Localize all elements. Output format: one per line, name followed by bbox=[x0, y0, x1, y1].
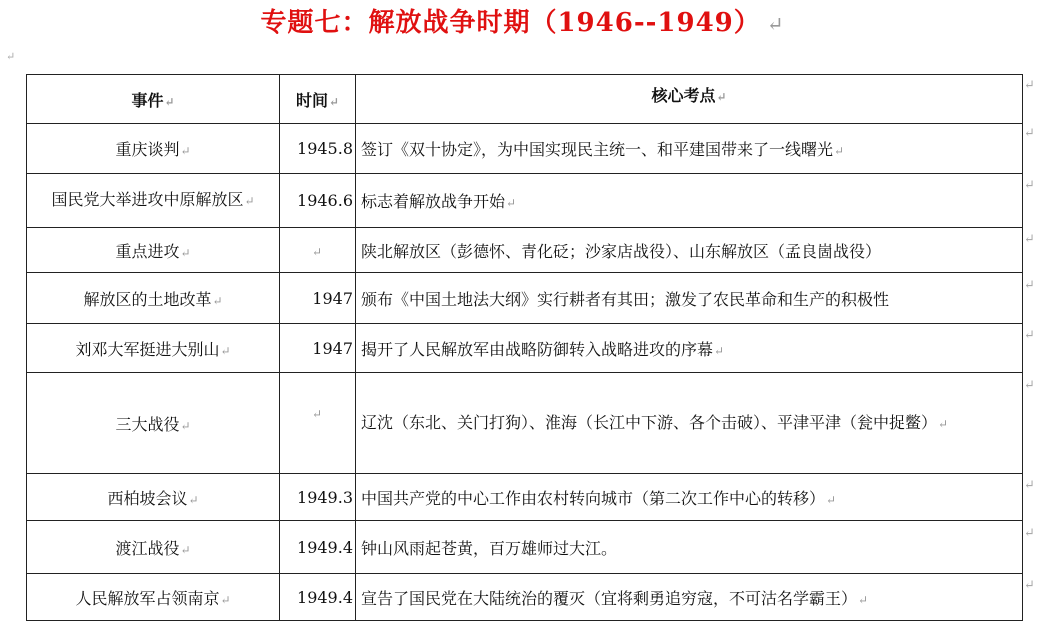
row-end-mark-icon: ↵ bbox=[1024, 78, 1035, 93]
table-row bbox=[27, 174, 1023, 228]
row-end-mark-icon: ↵ bbox=[1024, 232, 1035, 247]
paragraph-mark-icon: ↵ bbox=[6, 50, 16, 63]
row-end-mark-icon: ↵ bbox=[1024, 278, 1035, 293]
header-time: 时间↵ bbox=[280, 75, 356, 124]
point-cell: 钟山风雨起苍黄，百万雄师过大江。 bbox=[356, 521, 1023, 574]
row-end-mark-icon: ↵ bbox=[1024, 328, 1035, 343]
time-cell: 1947 bbox=[280, 273, 356, 324]
row-end-mark-icon: ↵ bbox=[1024, 126, 1035, 141]
header-event: 事件↵ bbox=[27, 75, 280, 124]
row-end-mark-icon: ↵ bbox=[1024, 378, 1035, 393]
event-cell: 刘邓大军挺进大别山↵ bbox=[27, 324, 280, 373]
point-cell: 颁布《中国土地法大纲》实行耕者有其田；激发了农民革命和生产的积极性 bbox=[356, 273, 1023, 324]
history-table bbox=[26, 74, 1023, 621]
time-cell: 1947 bbox=[280, 324, 356, 373]
table-row bbox=[27, 521, 1023, 574]
row-end-mark-icon: ↵ bbox=[1024, 578, 1035, 593]
time-cell: 1946.6 bbox=[280, 174, 356, 228]
table-row bbox=[27, 228, 1023, 273]
time-cell: 1949.3 bbox=[280, 474, 356, 521]
page-title: 专题七：解放战争时期（1946--1949） ↵ bbox=[260, 8, 785, 38]
event-cell: 西柏坡会议↵ bbox=[27, 474, 280, 521]
point-cell: 标志着解放战争开始↵ bbox=[356, 174, 1023, 228]
point-cell: 揭开了人民解放军由战略防御转入战略进攻的序幕↵ bbox=[356, 324, 1023, 373]
event-cell: 渡江战役↵ bbox=[27, 521, 280, 574]
point-cell: 辽沈（东北、关门打狗）、淮海（长江中下游、各个击破）、平津平津（瓮中捉鳖）↵ bbox=[356, 373, 1023, 474]
time-cell: ↵ bbox=[280, 228, 356, 273]
time-cell: 1949.4 bbox=[280, 521, 356, 574]
time-cell: ↵ bbox=[280, 373, 356, 474]
table-row bbox=[27, 273, 1023, 324]
time-cell: 1949.4 bbox=[280, 574, 356, 621]
header-point: 核心考点↵ bbox=[356, 75, 1023, 124]
event-cell: 重点进攻↵ bbox=[27, 228, 280, 273]
point-cell: 中国共产党的中心工作由农村转向城市（第二次工作中心的转移）↵ bbox=[356, 474, 1023, 521]
point-cell: 陕北解放区（彭德怀、青化砭；沙家店战役）、山东解放区（孟良崮战役） bbox=[356, 228, 1023, 273]
paragraph-mark-icon: ↵ bbox=[766, 12, 785, 36]
table-row bbox=[27, 574, 1023, 621]
event-cell: 三大战役↵ bbox=[27, 373, 280, 474]
table-row bbox=[27, 373, 1023, 474]
table-row bbox=[27, 124, 1023, 174]
row-end-mark-icon: ↵ bbox=[1024, 526, 1035, 541]
row-end-mark-icon: ↵ bbox=[1024, 478, 1035, 493]
point-cell: 宣告了国民党在大陆统治的覆灭（宜将剩勇追穷寇，不可沽名学霸王）↵ bbox=[356, 574, 1023, 621]
row-end-mark-icon: ↵ bbox=[1024, 178, 1035, 193]
event-cell: 重庆谈判↵ bbox=[27, 124, 280, 174]
event-cell: 解放区的土地改革↵ bbox=[27, 273, 280, 324]
event-cell: 国民党大举进攻中原解放区↵ bbox=[27, 174, 280, 228]
point-cell: 签订《双十协定》，为中国实现民主统一、和平建国带来了一线曙光↵ bbox=[356, 124, 1023, 174]
table-row bbox=[27, 474, 1023, 521]
event-cell: 人民解放军占领南京↵ bbox=[27, 574, 280, 621]
table-row bbox=[27, 324, 1023, 373]
table-header-row bbox=[27, 75, 1023, 124]
time-cell: 1945.8 bbox=[280, 124, 356, 174]
